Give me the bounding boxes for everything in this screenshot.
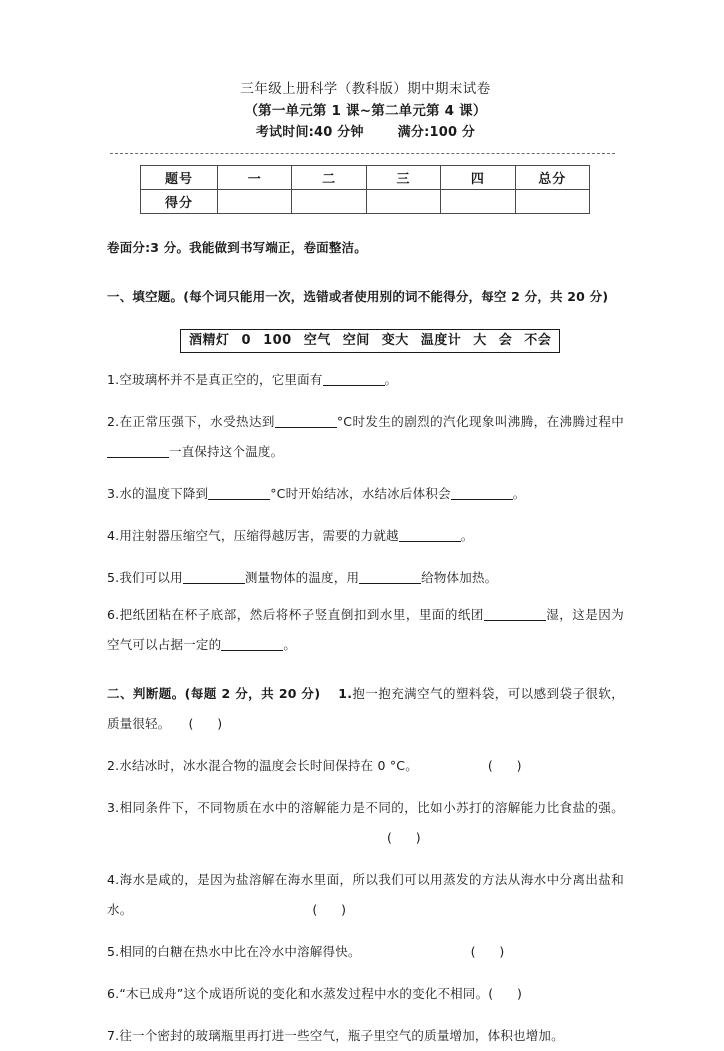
question-text: 水的温度下降到: [119, 486, 209, 501]
score-table-container: [107, 165, 624, 214]
question-number: 1.: [338, 686, 353, 701]
answer-paren[interactable]: ( ): [470, 944, 505, 959]
question-text: 水结冰时，冰水混合物的温度会长时间保持在 0 °C。: [119, 758, 418, 773]
page-subtitle: （第一单元第 1 课~第二单元第 4 课）: [244, 103, 487, 119]
fill-blank-question-5: [107, 563, 624, 593]
question-text: 往一个密封的玻璃瓶里再打进一些空气，瓶子里空气的质量增加，体积也增加。: [119, 1028, 564, 1043]
header-divider: [110, 153, 615, 154]
question-number: 3.: [107, 800, 120, 815]
question-text: 海水是咸的，是因为盐溶解在海水里面，所以我们可以用蒸发的方法从海水中分离出盐和水。: [107, 872, 624, 917]
answer-blank[interactable]: [451, 486, 513, 500]
score-cell-1[interactable]: [218, 190, 292, 214]
word-bank-item: 不会: [524, 333, 552, 348]
question-text: “木已成舟”这个成语所说的变化和水蒸发过程中水的变化不相同。: [119, 986, 489, 1001]
answer-paren[interactable]: ( ): [487, 758, 522, 773]
answer-paren[interactable]: ( ): [312, 902, 346, 917]
answer-paren[interactable]: ( ): [188, 716, 223, 731]
score-table-col-4: 四: [441, 166, 515, 190]
question-text: 给物体加热。: [421, 570, 498, 585]
score-cell-total[interactable]: [515, 190, 589, 214]
answer-blank[interactable]: [221, 637, 283, 651]
question-number: 7.: [107, 1028, 120, 1043]
question-number: 5.: [107, 570, 120, 585]
word-bank-item: 0: [241, 333, 252, 348]
word-bank-item: 100: [263, 333, 292, 348]
question-number: 4.: [107, 872, 120, 887]
question-text: 测量物体的温度，用: [244, 570, 360, 585]
question-text: 相同的白糖在热水中比在冷水中溶解得快。: [119, 944, 361, 959]
question-text: 。: [283, 637, 297, 652]
fill-blank-question-2: [107, 407, 624, 467]
score-table-col-1: 一: [218, 166, 292, 190]
exam-meta: [107, 122, 624, 144]
question-text: °C时开始结冰，水结冰后体积会: [270, 486, 451, 501]
answer-blank[interactable]: [208, 486, 270, 500]
answer-blank[interactable]: [323, 372, 385, 386]
answer-blank[interactable]: [359, 570, 421, 584]
judge-question-4: [107, 865, 624, 925]
question-number: 3.: [107, 486, 120, 501]
judge-question-6: [107, 979, 624, 1009]
score-cell-2[interactable]: [292, 190, 366, 214]
score-table-col-total: 总分: [515, 166, 589, 190]
table-row: [141, 166, 590, 190]
judge-question-3: [107, 793, 624, 853]
question-text: °C时发生的剧烈的汽化现象叫沸腾，在沸腾过程中: [336, 414, 624, 429]
presentation-note: 卷面分:3 分。我能做到书写端正，卷面整洁。: [107, 240, 367, 255]
fill-blank-question-6: [107, 600, 624, 660]
question-number: 5.: [107, 944, 120, 959]
judge-question-7: [107, 1021, 624, 1051]
question-text: 相同条件下，不同物质在水中的溶解能力是不同的，比如小苏打的溶解能力比食盐的强。: [119, 800, 624, 815]
answer-blank[interactable]: [107, 444, 169, 458]
question-number: 1.: [107, 372, 120, 387]
word-bank-item: 空间: [342, 333, 370, 348]
question-text: 一直保持这个温度。: [169, 444, 284, 459]
question-number: 6.: [107, 986, 120, 1001]
page-title: 三年级上册科学（教科版）期中期末试卷: [240, 81, 491, 97]
fill-blank-question-4: [107, 521, 624, 551]
question-number: 4.: [107, 528, 120, 543]
section-two-heading-line: [107, 679, 624, 739]
question-text: 。: [460, 528, 474, 543]
answer-blank[interactable]: [183, 570, 245, 584]
word-bank-item: 会: [498, 333, 513, 348]
score-table-row-label: 得分: [141, 190, 218, 214]
score-cell-4[interactable]: [441, 190, 515, 214]
exam-time: 考试时间:40 分钟: [255, 125, 364, 140]
question-number: 2.: [107, 758, 120, 773]
score-table-row-label: 题号: [141, 166, 218, 190]
table-row: [141, 190, 590, 214]
question-text: 把纸团粘在杯子底部，然后将杯子竖直倒扣到水里，里面的纸团: [119, 607, 484, 622]
question-number: 2.: [107, 414, 120, 429]
word-bank-item: 空气: [303, 333, 331, 348]
word-bank-item: 大: [473, 333, 487, 348]
question-text: 抱一抱充满空气的塑料袋，可以感到袋子很软，质量很轻。: [107, 686, 624, 731]
fill-blank-question-3: [107, 479, 624, 509]
question-text: 在正常压强下，水受热达到: [119, 414, 275, 429]
word-bank-item: 酒精灯: [189, 333, 230, 348]
word-bank: [180, 329, 560, 353]
judge-question-5: [107, 937, 624, 967]
exam-full-score: 满分:100 分: [397, 125, 476, 140]
question-text: 湿，这是因为空气可以占据一定的: [107, 607, 624, 652]
word-bank-item: 变大: [381, 333, 409, 348]
judge-question-2: [107, 751, 624, 781]
answer-blank[interactable]: [275, 414, 337, 428]
answer-blank[interactable]: [399, 528, 461, 542]
answer-paren[interactable]: ( ): [387, 830, 421, 845]
word-bank-item: 温度计: [420, 333, 462, 348]
question-text: 用注射器压缩空气，压缩得越厉害，需要的力就越: [119, 528, 399, 543]
score-table-col-3: 三: [366, 166, 440, 190]
question-text: 。: [384, 372, 398, 387]
score-cell-3[interactable]: [366, 190, 440, 214]
score-table: [140, 165, 590, 214]
section-one-heading: 一、填空题。(每个词只能用一次，选错或者使用别的词不能得分，每空 2 分，共 20 分): [107, 289, 609, 304]
question-text: 空玻璃杯并不是真正空的，它里面有: [119, 372, 323, 387]
fill-blank-question-1: [107, 365, 624, 395]
answer-blank[interactable]: [484, 607, 546, 621]
question-number: 6.: [107, 607, 120, 622]
answer-paren[interactable]: ( ): [488, 986, 522, 1001]
section-two-heading: 二、判断题。(每题 2 分，共 20 分): [107, 686, 321, 701]
question-text: 。: [512, 486, 526, 501]
word-bank-container: [107, 329, 624, 353]
question-text: 我们可以用: [119, 570, 183, 585]
score-table-col-2: 二: [292, 166, 366, 190]
